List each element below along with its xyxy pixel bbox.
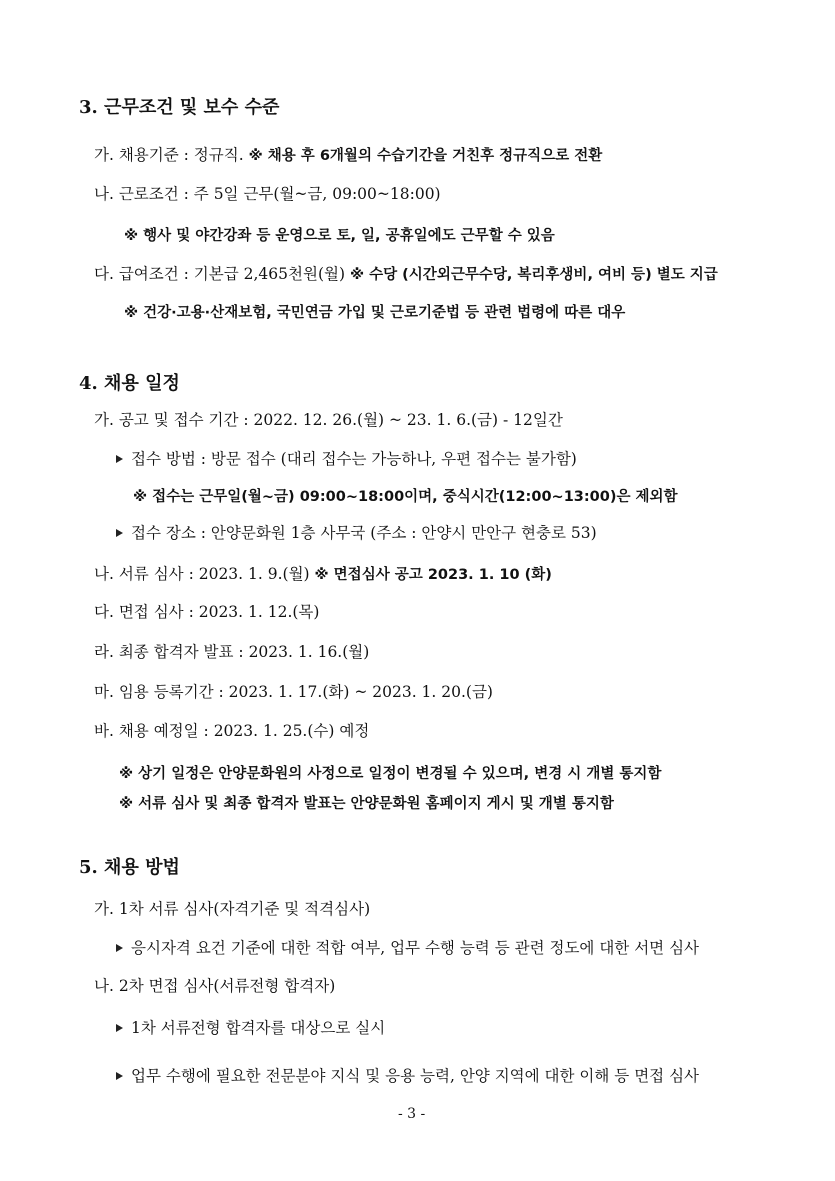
s3-working-conditions: 나. 근로조건 : 주 5일 근무(월~금, 09:00~18:00) [94, 185, 441, 203]
section-4-heading: 4. 채용 일정 [79, 373, 180, 394]
triangle-bullet-icon [116, 529, 123, 537]
s3-weekend-note: ※ 행사 및 야간강좌 등 운영으로 토, 일, 공휴일에도 근무할 수 있음 [124, 228, 555, 244]
s4-na-label: 나. 서류 심사 : 2023. 1. 9.(월) [94, 565, 315, 583]
s4-method-text: 접수 방법 : 방문 접수 (대리 접수는 가능하나, 우편 접수는 불가함) [131, 450, 577, 468]
s4-registration-period: 마. 임용 등록기간 : 2023. 1. 17.(화) ~ 2023. 1. 20.(금) [94, 683, 493, 701]
s4-announcement-note: ※ 서류 심사 및 최종 합격자 발표는 안양문화원 홈페이지 게시 및 개별 통지함 [119, 796, 614, 812]
s5-interview-item-2 [116, 1066, 699, 1086]
s3-da-label: 다. 급여조건 : 기본급 2,465천원(월) [94, 265, 350, 283]
s3-ga-note: ※ 채용 후 6개월의 수습기간을 거친후 정규직으로 전환 [248, 148, 603, 164]
s3-employment-standard [94, 145, 602, 166]
section-3-heading: 3. 근무조건 및 보수 수준 [79, 97, 280, 118]
s4-interview: 다. 면접 심사 : 2023. 1. 12.(목) [94, 603, 320, 621]
s4-application-period: 가. 공고 및 접수 기간 : 2022. 12. 26.(월) ~ 23. 1. 6.(금) - 12일간 [94, 411, 563, 429]
s3-ga-label: 가. 채용기준 : 정규직. [94, 146, 249, 164]
s4-hire-date: 바. 채용 예정일 : 2023. 1. 25.(수) 예정 [94, 722, 370, 740]
s5-interview-item-1 [116, 1018, 385, 1038]
triangle-bullet-icon [116, 455, 123, 463]
triangle-bullet-icon [116, 1024, 123, 1032]
s5-interview-text-2: 업무 수행에 필요한 전문분야 지식 및 응용 능력, 안양 지역에 대한 이해 등 면접 심사 [131, 1067, 700, 1085]
s4-document-review [94, 564, 552, 585]
s4-place-text: 접수 장소 : 안양문화원 1층 사무국 (주소 : 안양시 만안구 현충로 53) [131, 524, 597, 542]
s3-insurance-note: ※ 건강·고용·산재보험, 국민연금 가입 및 근로기준법 등 관련 법령에 따른 대우 [124, 305, 626, 321]
s4-application-place [116, 523, 597, 543]
s5-screening-item [116, 938, 699, 958]
section-5-heading: 5. 채용 방법 [79, 857, 180, 878]
page-number: - 3 - [398, 1106, 426, 1122]
s4-na-note: ※ 면접심사 공고 2023. 1. 10 (화) [314, 567, 552, 583]
s5-screening-text: 응시자격 요건 기준에 대한 적합 여부, 업무 수행 능력 등 관련 정도에 대한 서면 심사 [131, 939, 700, 957]
s4-hours-note: ※ 접수는 근무일(월~금) 09:00~18:00이며, 중식시간(12:00~13:00)은 제외함 [133, 489, 678, 505]
s3-salary-conditions [94, 264, 718, 285]
triangle-bullet-icon [116, 1072, 123, 1080]
s4-schedule-change-note: ※ 상기 일정은 안양문화원의 사정으로 일정이 변경될 수 있으며, 변경 시 개별 통지함 [119, 766, 662, 782]
s5-interview-screening: 나. 2차 면접 심사(서류전형 합격자) [94, 977, 336, 995]
s5-document-screening: 가. 1차 서류 심사(자격기준 및 적격심사) [94, 900, 371, 918]
triangle-bullet-icon [116, 944, 123, 952]
s4-application-method [116, 449, 577, 469]
s5-interview-text-1: 1차 서류전형 합격자를 대상으로 실시 [131, 1019, 386, 1037]
s3-da-note: ※ 수당 (시간외근무수당, 복리후생비, 여비 등) 별도 지급 [349, 267, 718, 283]
s4-final-announcement: 라. 최종 합격자 발표 : 2023. 1. 16.(월) [94, 643, 370, 661]
